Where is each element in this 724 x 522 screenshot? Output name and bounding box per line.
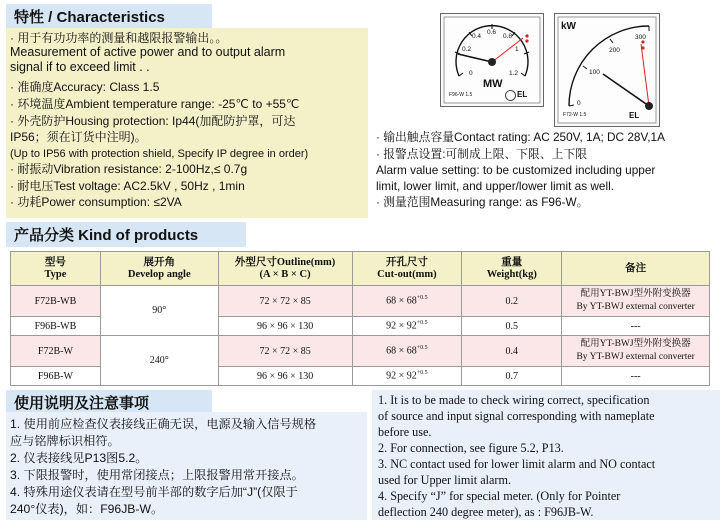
cell-weight: 0.5 (462, 317, 562, 336)
cell-weight: 0.2 (462, 286, 562, 317)
col-outline: 外型尺寸Outline(mm) (A × B × C) (218, 252, 352, 286)
meter1-tick-0: 0 (469, 70, 473, 77)
meter1-tick-1-2: 1.2 (509, 70, 519, 77)
cell-weight: 0.4 (462, 336, 562, 367)
col-weight: 重量 Weight(kg) (462, 252, 562, 286)
char-line: · 功耗Power consumption: ≤2VA (10, 195, 182, 209)
meter-photo-f72w (554, 13, 660, 127)
meter2-tick-300: 300 (635, 34, 646, 41)
usage-en-line: 3. NC contact used for lower limit alarm and NO contact (378, 457, 656, 471)
usage-cn-line: 1. 使用前应检查仪表接线正确无误，电源及输入信号规格 (10, 417, 317, 431)
cell-outline: 72 × 72 × 85 (218, 286, 352, 317)
usage-en-line: used for Upper limit alarm. (378, 473, 512, 487)
cell-outline: 96 × 96 × 130 (218, 367, 352, 386)
char-line: Alarm value setting: to be customized including upper (376, 163, 656, 177)
cell-angle: 90° (100, 286, 218, 336)
meter2-tick-200: 200 (609, 47, 620, 54)
char-line: · 报警点设置:可制成上限、下限、上下限 (376, 147, 588, 161)
char-line: (Up to IP56 with protection shield, Specify IP degree in order) (10, 148, 309, 160)
cell-angle: 240° (100, 336, 218, 386)
usage-cn-line: 应与铭牌标识相符。 (10, 434, 120, 448)
char-line: · 耐振动Vibration resistance: 2-100Hz,≤ 0.7g (10, 162, 248, 176)
char-line: · 环境温度Ambient temperature range: -25℃ to +55℃ (10, 97, 300, 111)
cell-type: F72B-WB (11, 286, 101, 317)
meter2-brand-logo: EL (629, 111, 640, 120)
meter1-brand-logo: EL (517, 90, 528, 99)
cell-note: 配用YT-BWJ型外附变换器 By YT-BWJ external converter (562, 286, 710, 317)
meter1-small-text: F96-W 1.5 (449, 92, 473, 98)
products-table (10, 251, 710, 386)
meter2-unit: kW (561, 21, 576, 32)
cell-note: --- (562, 367, 710, 386)
usage-en-line: of source and input signal corresponding with nameplate (378, 409, 655, 423)
usage-cn-line: 240°仪表)，如：F96JB-W。 (10, 502, 164, 516)
meter1-tick-0-2: 0.2 (462, 46, 472, 53)
meter-photo-f96w (440, 13, 544, 107)
usage-title: 使用说明及注意事项 (6, 390, 212, 415)
col-angle: 展开角 Develop angle (100, 252, 218, 286)
zero-adjust-icon (505, 90, 516, 101)
char-line: · 测量范围Measuring range: as F96-W。 (376, 195, 589, 209)
char-line: signal if to exceed limit . . (10, 60, 150, 74)
cell-cutout: $68 \times 68^{+0.5}$ (352, 286, 462, 317)
meter1-unit: MW (483, 78, 503, 90)
col-type: 型号 Type (11, 252, 101, 286)
char-line: · 耐电压Test voltage: AC2.5kV , 50Hz , 1min (10, 179, 245, 193)
usage-en-line: 4. Specify “J” for special meter. (Only for Pointer (378, 489, 621, 503)
cell-weight: 0.7 (462, 367, 562, 386)
cell-type: F96B-WB (11, 317, 101, 336)
cell-note: --- (562, 317, 710, 336)
cell-outline: 72 × 72 × 85 (218, 336, 352, 367)
cell-cutout: $92 \times 92^{+0.5}$ (352, 317, 462, 336)
cell-cutout: $92 \times 92^{+0.5}$ (352, 367, 462, 386)
cell-outline: 96 × 96 × 130 (218, 317, 352, 336)
usage-en-line: deflection 240 degree meter), as : F96JB-W. (378, 505, 594, 519)
col-note: 备注 (562, 252, 710, 286)
table-row (11, 336, 710, 367)
usage-en-line: before use. (378, 425, 432, 439)
char-line: limit, lower limit, and upper/lower limit as well. (376, 179, 614, 193)
char-line: · 输出触点容量Contact rating: AC 250V, 1A; DC 28V,1A (376, 130, 665, 144)
col-cutout: 开孔尺寸 Cut-out(mm) (352, 252, 462, 286)
char-line: Measurement of active power and to output alarm (10, 45, 286, 59)
cell-cutout: $68 \times 68^{+0.5}$ (352, 336, 462, 367)
usage-cn-line: 4. 特殊用途仪表请在型号前半部的数字后加“J”(仅限于 (10, 485, 298, 499)
cell-type: F72B-W (11, 336, 101, 367)
meter1-tick-0-8: 0.8 (503, 33, 513, 40)
char-line: IP56；须在订货中注明)。 (10, 130, 147, 144)
cell-note: 配用YT-BWJ型外附变换器 By YT-BWJ external converter (562, 336, 710, 367)
meter2-tick-0: 0 (577, 100, 581, 107)
usage-en-line: 1. It is to be made to check wiring correct, specification (378, 393, 650, 407)
meter2-tick-100: 100 (589, 69, 600, 76)
char-line: · 用于有功功率的测量和越限报警输出。。 (10, 31, 228, 45)
meter1-tick-1: 1 (515, 46, 519, 53)
table-row (11, 286, 710, 317)
meter2-small-text: F72-W 1.5 (563, 112, 587, 118)
char-line: · 外壳防护Housing protection: Ip44(加配防护罩，可达 (10, 114, 296, 128)
meter1-tick-0-6: 0.6 (487, 29, 497, 36)
cell-type: F96B-W (11, 367, 101, 386)
usage-cn-line: 2. 仪表接线见P13图5.2。 (10, 451, 148, 465)
char-line: · 准确度Accuracy: Class 1.5 (10, 80, 160, 94)
usage-cn-line: 3. 下限报警时，使用常闭接点；上限报警用常开接点。 (10, 468, 304, 482)
products-title: 产品分类 Kind of products (6, 222, 246, 247)
usage-en-line: 2. For connection, see figure 5.2, P13. (378, 441, 564, 455)
meter1-tick-0-4: 0.4 (472, 33, 482, 40)
characteristics-title: 特性 / Characteristics (6, 4, 212, 29)
table-header-row (11, 252, 710, 286)
